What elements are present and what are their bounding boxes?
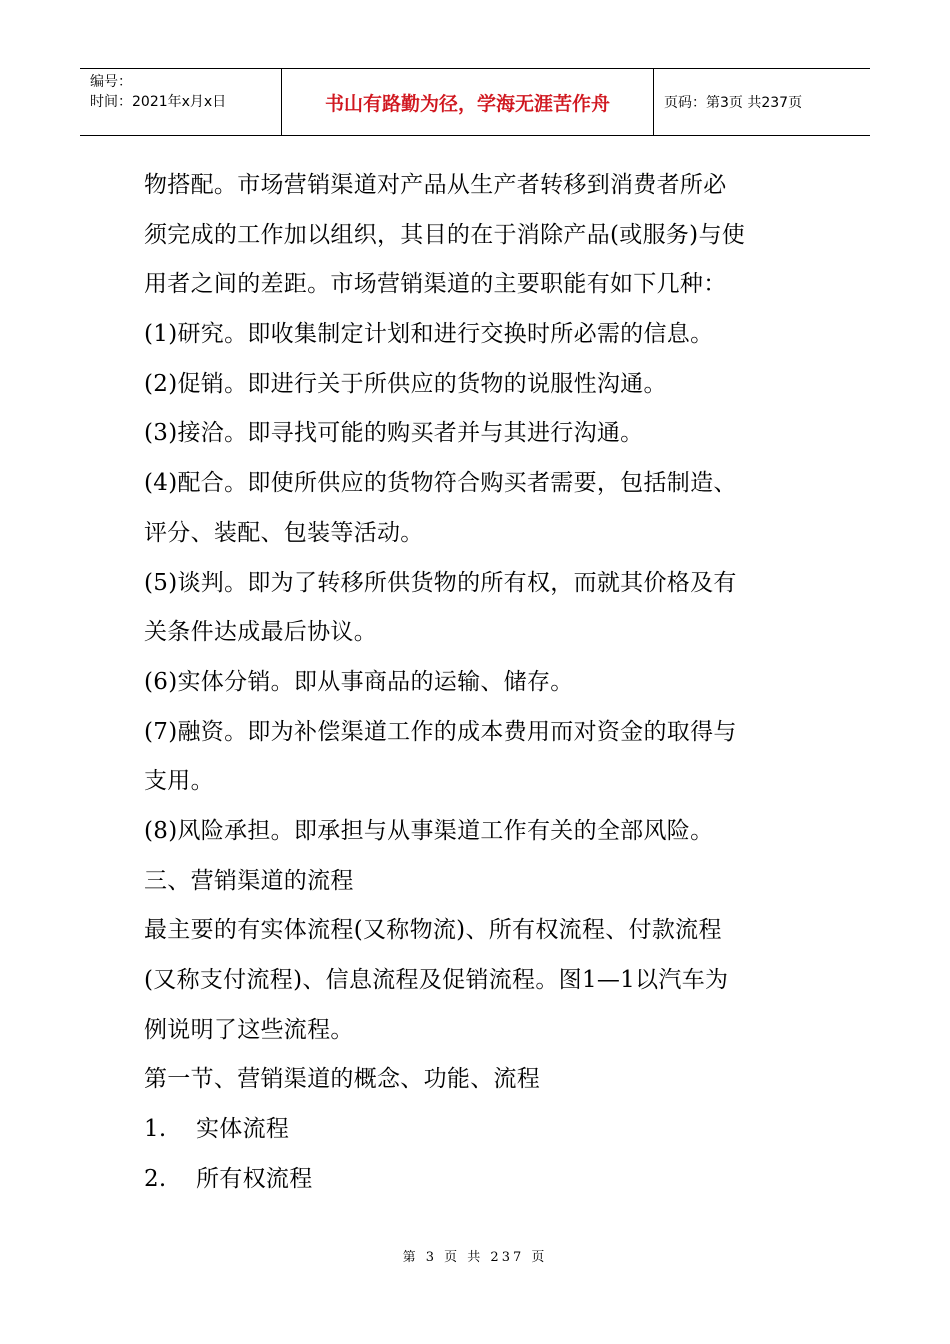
header-left-cell bbox=[80, 69, 282, 135]
item-number: 2. bbox=[144, 1165, 167, 1192]
numbered-item bbox=[144, 1155, 824, 1205]
header-page-info: 页码：第3页 共237页 bbox=[664, 95, 803, 111]
body-line: 最主要的有实体流程(又称物流)、所有权流程、付款流程 bbox=[144, 917, 722, 944]
document-body bbox=[144, 161, 824, 1204]
header-page-cell bbox=[654, 69, 870, 135]
section-heading: 三、营销渠道的流程 bbox=[144, 867, 354, 894]
item-text: 实体流程 bbox=[196, 1116, 290, 1143]
body-line: (1)研究。即收集制定计划和进行交换时所必需的信息。 bbox=[144, 321, 714, 348]
item-text: 所有权流程 bbox=[196, 1165, 313, 1192]
numbered-item bbox=[144, 1105, 824, 1155]
body-line: 例说明了这些流程。 bbox=[144, 1016, 354, 1043]
header-motto-cell bbox=[282, 69, 654, 135]
header-motto: 书山有路勤为径，学海无涯苦作舟 bbox=[324, 92, 610, 115]
body-line: (4)配合。即使所供应的货物符合购买者需要，包括制造、 bbox=[144, 470, 737, 497]
body-line: (5)谈判。即为了转移所供货物的所有权，而就其价格及有 bbox=[144, 569, 737, 596]
body-line: (又称支付流程)、信息流程及促销流程。图1—1以汽车为 bbox=[144, 967, 729, 993]
document-date-label: 时间：2021年x月x日 bbox=[90, 94, 227, 110]
body-line: (8)风险承担。即承担与从事渠道工作有关的全部风险。 bbox=[144, 817, 714, 844]
body-line: (7)融资。即为补偿渠道工作的成本费用而对资金的取得与 bbox=[144, 718, 737, 745]
body-line: 评分、装配、包装等活动。 bbox=[144, 519, 424, 546]
item-number: 1. bbox=[144, 1116, 167, 1143]
body-line: 关条件达成最后协议。 bbox=[144, 619, 377, 646]
body-line: 物搭配。市场营销渠道对产品从生产者转移到消费者所必 bbox=[144, 172, 727, 198]
body-line: 须完成的工作加以组织，其目的在于消除产品(或服务)与使 bbox=[144, 221, 746, 248]
document-number-label: 编号： bbox=[90, 74, 132, 90]
chapter-heading: 第一节、营销渠道的概念、功能、流程 bbox=[144, 1066, 541, 1093]
body-line: (6)实体分销。即从事商品的运输、储存。 bbox=[144, 668, 574, 695]
body-line: (2)促销。即进行关于所供应的货物的说服性沟通。 bbox=[144, 370, 667, 397]
body-line: 用者之间的差距。市场营销渠道的主要职能有如下几种： bbox=[144, 271, 727, 298]
body-line: (3)接洽。即寻找可能的购买者并与其进行沟通。 bbox=[144, 420, 644, 447]
body-line: 支用。 bbox=[144, 768, 214, 795]
page-footer: 第 3 页 共 237 页 bbox=[402, 1250, 548, 1265]
page-header bbox=[80, 68, 870, 136]
